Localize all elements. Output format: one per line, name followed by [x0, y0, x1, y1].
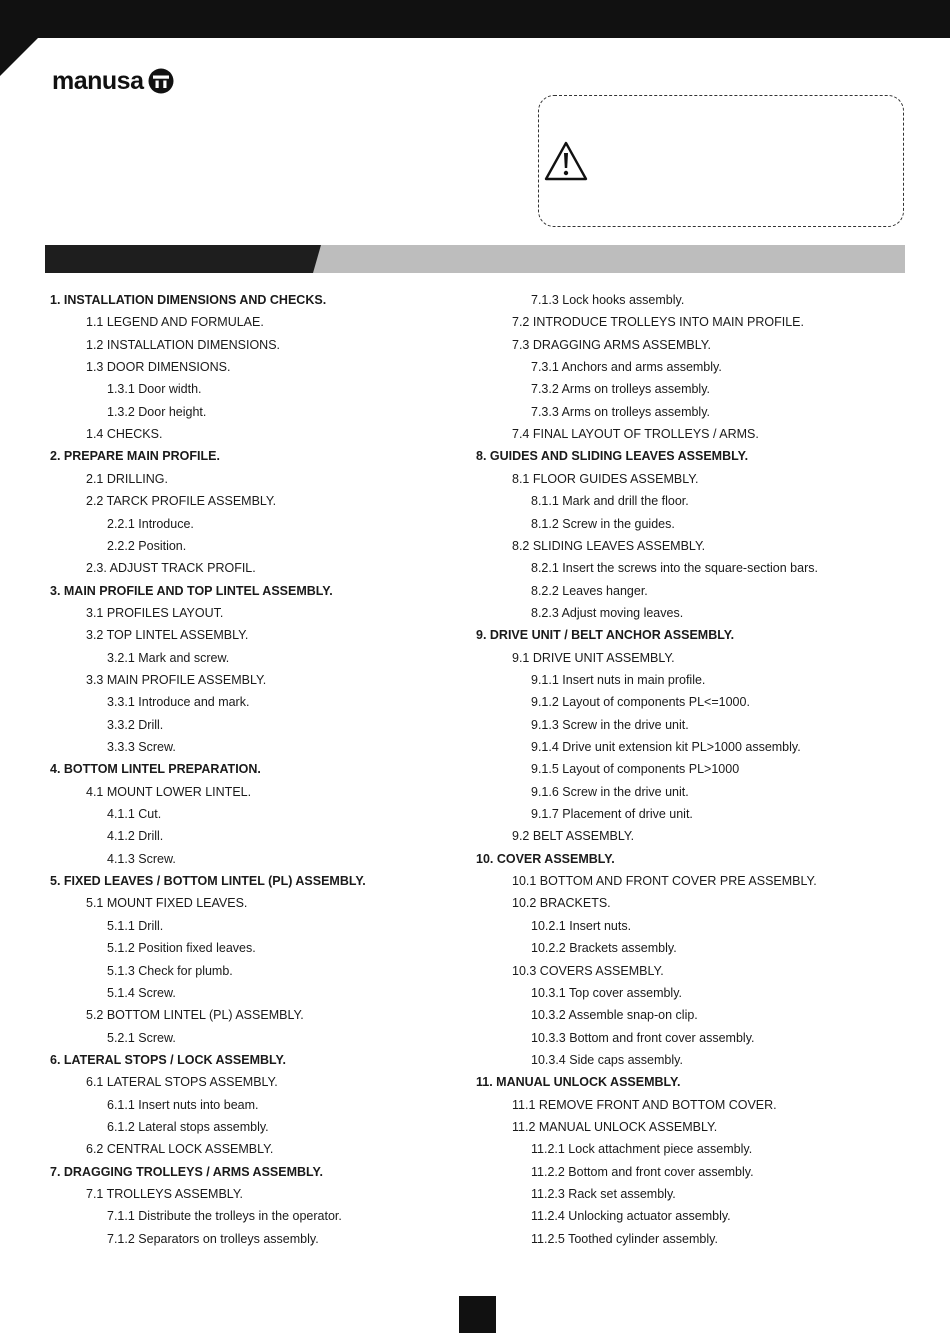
toc-entry-level-2[interactable]: 1.2 INSTALLATION DIMENSIONS.	[86, 337, 281, 352]
toc-entry-level-3[interactable]: 5.1.4 Screw.	[107, 985, 176, 1000]
toc-entry-level-1[interactable]: 3. MAIN PROFILE AND TOP LINTEL ASSEMBLY.	[50, 583, 333, 598]
toc-entry-level-3[interactable]: 8.2.2 Leaves hanger.	[531, 583, 648, 598]
toc-entry-level-3[interactable]: 11.2.3 Rack set assembly.	[531, 1187, 676, 1201]
toc-entry-level-1[interactable]: 11. MANUAL UNLOCK ASSEMBLY.	[476, 1075, 681, 1090]
toc-entry-level-2[interactable]: 2.3. ADJUST TRACK PROFIL.	[86, 561, 256, 576]
toc-entry-level-3[interactable]: 2.2.2 Position.	[107, 538, 187, 553]
toc-entry-level-3[interactable]: 6.1.2 Lateral stops assembly.	[107, 1119, 269, 1134]
toc-entry-level-3[interactable]: 2.2.1 Introduce.	[107, 516, 194, 531]
toc-entry-level-1[interactable]: 2. PREPARE MAIN PROFILE.	[50, 449, 220, 464]
toc-entry-level-1[interactable]: 10. COVER ASSEMBLY.	[476, 851, 615, 866]
toc-entry-level-3[interactable]: 1.3.1 Door width.	[107, 382, 202, 397]
toc-entry-level-3[interactable]: 7.3.1 Anchors and arms assembly.	[531, 360, 722, 375]
toc-entry-level-3[interactable]: 11.2.2 Bottom and front cover assembly.	[531, 1164, 754, 1179]
toc-entry-level-3[interactable]: 3.3.3 Screw.	[107, 740, 176, 754]
top-bar	[0, 0, 950, 38]
toc-entry-level-3[interactable]: 5.1.3 Check for plumb.	[107, 963, 233, 978]
toc-entry-level-2[interactable]: 8.1 FLOOR GUIDES ASSEMBLY.	[512, 471, 699, 486]
toc-entry-level-3[interactable]: 7.1.3 Lock hooks assembly.	[531, 293, 685, 307]
toc-entry-level-3[interactable]: 5.1.1 Drill.	[107, 918, 164, 933]
toc-entry-level-2[interactable]: 7.1 TROLLEYS ASSEMBLY.	[86, 1187, 244, 1201]
toc-entry-level-2[interactable]: 1.3 DOOR DIMENSIONS.	[86, 360, 231, 375]
toc-entry-level-3[interactable]: 8.1.1 Mark and drill the floor.	[531, 494, 689, 509]
toc-entry-level-3[interactable]: 10.2.1 Insert nuts.	[531, 918, 632, 933]
toc-entry-level-2[interactable]: 8.2 SLIDING LEAVES ASSEMBLY.	[512, 538, 706, 553]
toc-entry-level-2[interactable]: 7.2 INTRODUCE TROLLEYS INTO MAIN PROFILE.	[512, 315, 804, 330]
toc-entry-level-3[interactable]: 8.2.1 Insert the screws into the square-section bars.	[531, 561, 818, 576]
toc-entry-level-3[interactable]: 1.3.2 Door height.	[107, 404, 207, 419]
toc-entry-level-3[interactable]: 3.3.2 Drill.	[107, 717, 164, 732]
toc-entry-level-3[interactable]: 9.1.4 Drive unit extension kit PL>1000 assembly.	[531, 740, 801, 754]
toc-entry-level-3[interactable]: 5.2.1 Screw.	[107, 1030, 176, 1045]
toc-entry-level-2[interactable]: 4.1 MOUNT LOWER LINTEL.	[86, 784, 252, 799]
toc-entry-level-3[interactable]: 7.1.1 Distribute the trolleys in the operator.	[107, 1209, 342, 1224]
toc-entry-level-3[interactable]: 7.1.2 Separators on trolleys assembly.	[107, 1231, 319, 1246]
toc-entry-level-2[interactable]: 3.3 MAIN PROFILE ASSEMBLY.	[86, 672, 267, 687]
toc-entry-level-2[interactable]: 3.2 TOP LINTEL ASSEMBLY.	[86, 628, 249, 643]
toc-entry-level-3[interactable]: 5.1.2 Position fixed leaves.	[107, 941, 256, 956]
toc-entry-level-2[interactable]: 6.1 LATERAL STOPS ASSEMBLY.	[86, 1075, 278, 1090]
toc-entry-level-2[interactable]: 11.1 REMOVE FRONT AND BOTTOM COVER.	[512, 1097, 777, 1112]
toc-entry-level-3[interactable]: 8.2.3 Adjust moving leaves.	[531, 605, 684, 620]
page-number-box	[459, 1296, 496, 1333]
toc-entry-level-3[interactable]: 10.3.3 Bottom and front cover assembly.	[531, 1030, 755, 1045]
brand-name: manusa	[52, 66, 144, 95]
toc-entry-level-1[interactable]: 1. INSTALLATION DIMENSIONS AND CHECKS.	[50, 293, 327, 307]
toc-entry-level-3[interactable]: 10.3.4 Side caps assembly.	[531, 1052, 683, 1067]
section-header-tab	[45, 245, 321, 273]
toc-entry-level-2[interactable]: 1.4 CHECKS.	[86, 427, 163, 442]
corner-decoration	[0, 38, 38, 76]
toc-entry-level-3[interactable]: 3.2.1 Mark and screw.	[107, 650, 230, 665]
toc-entry-level-3[interactable]: 10.3.1 Top cover assembly.	[531, 985, 683, 1000]
brand-logo	[52, 66, 174, 96]
toc-entry-level-2[interactable]: 5.2 BOTTOM LINTEL (PL) ASSEMBLY.	[86, 1008, 304, 1023]
toc-entry-level-2[interactable]: 5.1 MOUNT FIXED LEAVES.	[86, 896, 248, 911]
toc-entry-level-2[interactable]: 7.4 FINAL LAYOUT OF TROLLEYS / ARMS.	[512, 427, 759, 442]
toc-entry-level-3[interactable]: 7.3.3 Arms on trolleys assembly.	[531, 404, 711, 419]
toc-entry-level-3[interactable]: 11.2.1 Lock attachment piece assembly.	[531, 1142, 753, 1157]
toc-entry-level-2[interactable]: 3.1 PROFILES LAYOUT.	[86, 605, 224, 620]
toc-entry-level-3[interactable]: 4.1.3 Screw.	[107, 851, 176, 866]
toc-entry-level-2[interactable]: 2.2 TARCK PROFILE ASSEMBLY.	[86, 494, 277, 509]
toc-entry-level-3[interactable]: 4.1.1 Cut.	[107, 807, 162, 822]
toc-entry-level-3[interactable]: 9.1.6 Screw in the drive unit.	[531, 784, 689, 799]
toc-entry-level-2[interactable]: 2.1 DRILLING.	[86, 471, 168, 486]
toc-entry-level-3[interactable]: 9.1.7 Placement of drive unit.	[531, 807, 693, 822]
toc-entry-level-3[interactable]: 9.1.5 Layout of components PL>1000	[531, 762, 740, 777]
toc-entry-level-2[interactable]: 9.2 BELT ASSEMBLY.	[512, 829, 635, 844]
toc-entry-level-3[interactable]: 10.2.2 Brackets assembly.	[531, 941, 677, 956]
toc-entry-level-3[interactable]: 4.1.2 Drill.	[107, 829, 164, 844]
toc-entry-level-1[interactable]: 8. GUIDES AND SLIDING LEAVES ASSEMBLY.	[476, 449, 749, 464]
toc-entry-level-2[interactable]: 9.1 DRIVE UNIT ASSEMBLY.	[512, 650, 675, 665]
toc-entry-level-2[interactable]: 10.1 BOTTOM AND FRONT COVER PRE ASSEMBLY.	[512, 874, 817, 889]
toc-entry-level-1[interactable]: 6. LATERAL STOPS / LOCK ASSEMBLY.	[50, 1052, 286, 1067]
toc-entry-level-3[interactable]: 9.1.1 Insert nuts in main profile.	[531, 672, 706, 687]
toc-entry-level-2[interactable]: 1.1 LEGEND AND FORMULAE.	[86, 315, 264, 330]
toc-entry-level-3[interactable]: 11.2.5 Toothed cylinder assembly.	[531, 1231, 718, 1246]
toc-entry-level-3[interactable]: 7.3.2 Arms on trolleys assembly.	[531, 382, 711, 397]
toc-entry-level-2[interactable]: 10.2 BRACKETS.	[512, 896, 611, 911]
toc-entry-level-2[interactable]: 10.3 COVERS ASSEMBLY.	[512, 963, 664, 978]
toc-entry-level-2[interactable]: 6.2 CENTRAL LOCK ASSEMBLY.	[86, 1142, 274, 1157]
toc-entry-level-3[interactable]: 11.2.4 Unlocking actuator assembly.	[531, 1209, 731, 1224]
toc-entry-level-1[interactable]: 7. DRAGGING TROLLEYS / ARMS ASSEMBLY.	[50, 1164, 323, 1179]
warning-box	[538, 95, 904, 227]
toc-entry-level-1[interactable]: 4. BOTTOM LINTEL PREPARATION.	[50, 762, 261, 777]
toc-entry-level-2[interactable]: 11.2 MANUAL UNLOCK ASSEMBLY.	[512, 1119, 718, 1134]
toc-entry-level-3[interactable]: 8.1.2 Screw in the guides.	[531, 516, 675, 531]
toc-entry-level-3[interactable]: 9.1.3 Screw in the drive unit.	[531, 717, 689, 732]
toc-entry-level-3[interactable]: 6.1.1 Insert nuts into beam.	[107, 1097, 259, 1112]
manusa-logo-icon	[148, 68, 174, 94]
warning-triangle-icon	[543, 140, 589, 182]
toc-entry-level-2[interactable]: 7.3 DRAGGING ARMS ASSEMBLY.	[512, 337, 711, 352]
toc-entry-level-3[interactable]: 10.3.2 Assemble snap-on clip.	[531, 1008, 698, 1023]
toc-entry-level-3[interactable]: 9.1.2 Layout of components PL<=1000.	[531, 695, 750, 710]
toc-entry-level-1[interactable]: 9. DRIVE UNIT / BELT ANCHOR ASSEMBLY.	[476, 628, 735, 643]
toc-entry-level-1[interactable]: 5. FIXED LEAVES / BOTTOM LINTEL (PL) ASSEMBLY.	[50, 874, 366, 889]
toc-entry-level-3[interactable]: 3.3.1 Introduce and mark.	[107, 695, 250, 710]
